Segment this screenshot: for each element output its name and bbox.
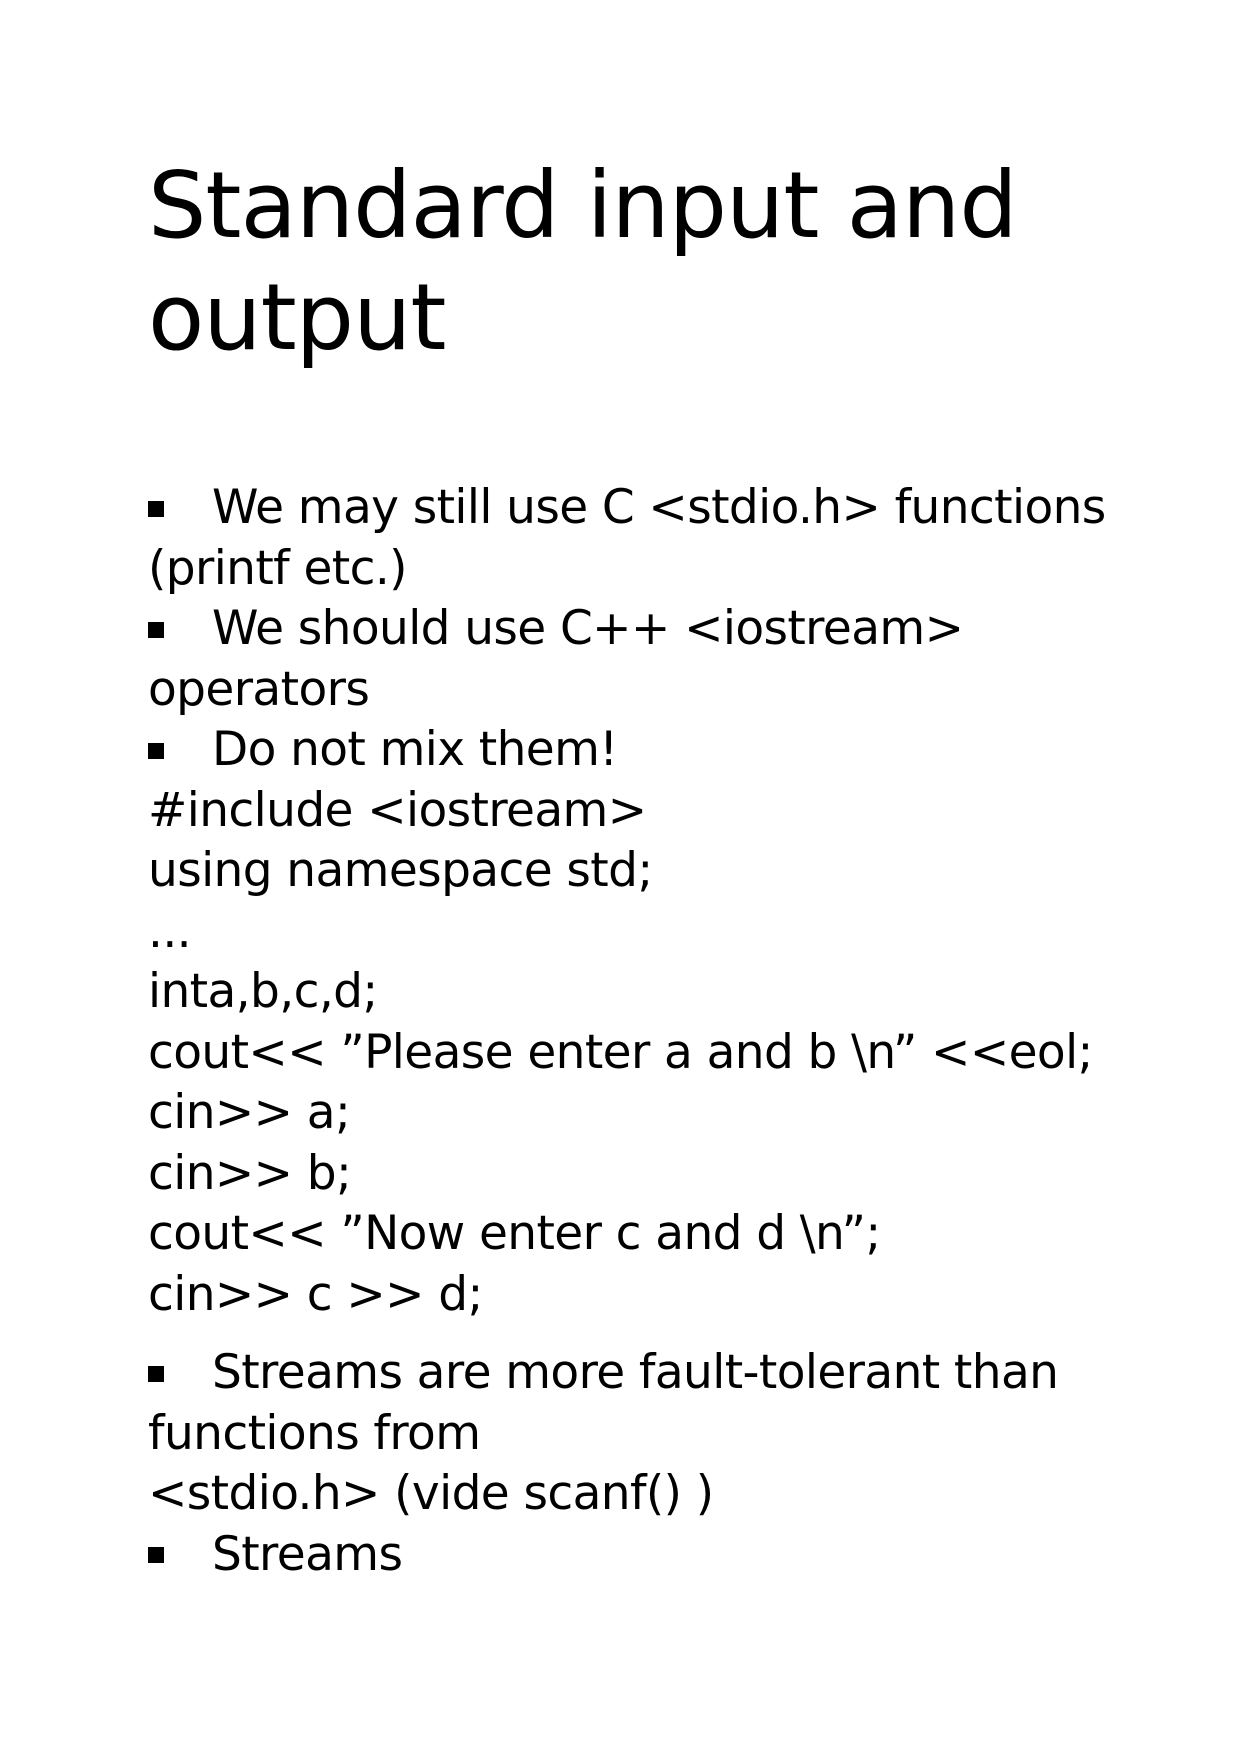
bullet-item xyxy=(148,599,1148,660)
spacer xyxy=(148,1325,1148,1343)
code-line: cin>> c >> d; xyxy=(148,1266,483,1322)
bullet-item xyxy=(148,1343,1148,1404)
square-bullet-icon xyxy=(148,1547,164,1563)
bullet-text: Streams xyxy=(212,1526,403,1582)
bullet-item xyxy=(148,1525,1148,1586)
bullet-text: Do not mix them! xyxy=(212,722,618,777)
bullet-continuation: functions from xyxy=(148,1405,481,1461)
code-line: inta,b,c,d; xyxy=(148,964,378,1019)
title-line-2: output xyxy=(148,264,446,371)
title-line-1: Standard input and xyxy=(148,152,1017,259)
square-bullet-icon xyxy=(148,743,164,759)
bullet-continuation: operators xyxy=(148,661,370,717)
bullet-continuation: (printf etc.) xyxy=(148,540,407,596)
bullet-text: Streams are more fault-tolerant than xyxy=(212,1345,1059,1400)
code-line: cout<< ”Please enter a and b \n” <<eol; xyxy=(148,1024,1093,1080)
bullet-item xyxy=(148,720,1148,781)
code-line: cin>> b; xyxy=(148,1145,352,1201)
square-bullet-icon xyxy=(148,501,164,517)
bullet-text: We should use C++ <iostream> xyxy=(212,601,964,656)
bullet-text: We may still use C <stdio.h> functions xyxy=(212,480,1106,535)
code-line: using namespace std; xyxy=(148,843,653,898)
square-bullet-icon xyxy=(148,622,164,638)
code-line: cout<< ”Now enter c and d \n”; xyxy=(148,1206,881,1261)
bullet-item xyxy=(148,478,1148,539)
code-line: ... xyxy=(148,903,192,959)
bullet-continuation: <stdio.h> (vide scanf() ) xyxy=(148,1466,714,1521)
square-bullet-icon xyxy=(148,1366,164,1382)
page-title xyxy=(148,150,1148,374)
code-line: #include <iostream> xyxy=(148,782,647,838)
slide-body xyxy=(148,478,1148,1585)
code-line: cin>> a; xyxy=(148,1085,351,1140)
